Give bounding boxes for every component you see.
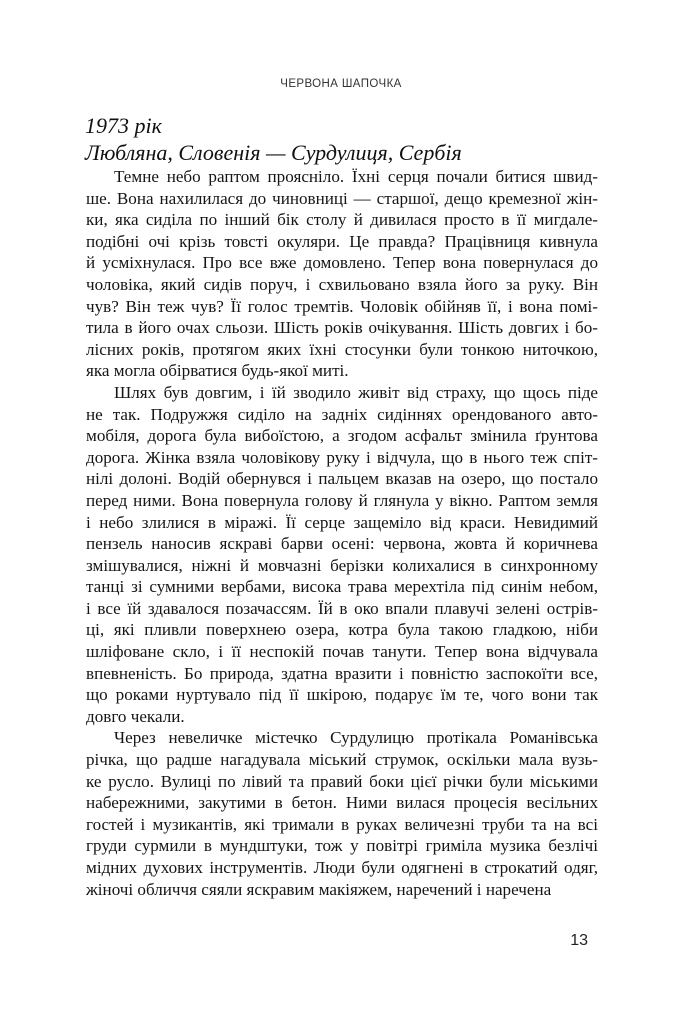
text-line: чоловіка, який сидів поруч, і схвильовано взяла його за руку. Він (86, 274, 598, 294)
text-line: Темне небо раптом проясніло. Їхні серця почали битися швид- (114, 167, 598, 186)
text-line: і все їй здавалося позачассям. Їй в око впали плавучі зелені острів- (86, 598, 598, 618)
text-line: ці, які пливли поверхнею озера, котра була такою гладкою, ніби (86, 620, 598, 640)
text-line: річка, що радше нагадувала міський струмок, оскільки мала вузь- (86, 750, 598, 770)
text-line: й усміхнулася. Про все вже домовлено. Тепер вона повернулася до (86, 253, 598, 273)
paragraph (86, 382, 598, 728)
text-line: перед ними. Вона повернула голову й глянула у вікно. Раптом земля (86, 490, 598, 510)
paragraph (86, 166, 598, 382)
text-line: гостей і музикантів, які тримали в руках величезні труби та на всі (86, 814, 598, 834)
text-line: нілі долоні. Водій обернувся і пальцем вказав на озеро, що постало (86, 469, 598, 489)
text-line: довго чекали. (86, 706, 185, 726)
text-line: мобіля, дорога була вибоїстою, а згодом асфальт змінила ґрунтова (86, 426, 598, 446)
text-line: тила в його очах сльози. Шість років очікування. Шість довгих і бо- (86, 318, 598, 338)
page-number: 13 (570, 932, 588, 949)
text-line: що роками нуртувало під її шкірою, подарує їм те, чого вони так (86, 685, 598, 705)
chapter-subheading (85, 112, 605, 166)
running-head: ЧЕРВОНА ШАПОЧКА (280, 78, 402, 90)
text-line: яка могла обірватися будь-якої миті. (86, 361, 349, 381)
text-line: змішувалися, ніжні й мовчазні берізки колихалися в синхронному (86, 555, 598, 575)
text-line: чув? Він теж чув? Її голос тремтів. Чоловік обійняв її, і вона помі- (86, 296, 598, 316)
heading-route: Любляна, Словенія — Сурдулиця, Сербія (85, 140, 462, 165)
text-line: ке русло. Вулиці по лівий та правий боки цієї річки були міськими (86, 771, 598, 791)
text-line: ше. Вона нахилилася до чиновниці — старшої, дещо кремезної жін- (86, 188, 598, 208)
text-line: пензель наносив яскраві барви осені: червона, жовта й коричнева (86, 534, 598, 554)
text-line: не так. Подружжя сиділо на задніх сидіннях орендованого авто- (86, 404, 598, 424)
text-line: ки, яка сиділа по інший бік столу й дивилася просто в її мигдале- (86, 210, 598, 230)
body-text (86, 166, 598, 900)
text-line: Шлях був довгим, і їй зводило живіт від страху, що щось піде (114, 382, 598, 402)
text-line: танці зі сумними вербами, висока трава мерехтіла під синім небом, (86, 577, 598, 597)
heading-year: 1973 рік (85, 113, 162, 138)
text-line: набережними, закутими в бетон. Ними вилася процесія весільних (86, 793, 598, 813)
text-line: впевненість. Бо природа, здатна вразити і повністю заспокоїти все, (86, 663, 598, 683)
text-line: шліфоване скло, і її неспокій почав танути. Тепер вона відчувала (86, 642, 598, 662)
text-line: дорога. Жінка взяла чоловікову руку і відчула, що в нього теж спіт- (86, 447, 598, 467)
text-line: груди сурмили в мундштуки, тож у повітрі гриміла музика безлічі (86, 836, 598, 856)
text-line: лісних років, протягом яких їхні стосунки були тонкою ниточкою, (86, 339, 598, 359)
text-line: і небо злилися в міражі. Її серце защеміло від краси. Невидимий (86, 512, 598, 532)
text-line: жіночі обличчя сяяли яскравим макіяжем, наречений і наречена (86, 879, 552, 899)
text-line: мідних духових інструментів. Люди були одягнені в строкатий одяг, (86, 858, 598, 877)
paragraph (86, 727, 598, 900)
text-line: подібні очі крізь товсті окуляри. Це правда? Працівниця кивнула (86, 231, 598, 251)
text-line: Через невеличке містечко Сурдулицю протікала Романівська (114, 728, 598, 748)
